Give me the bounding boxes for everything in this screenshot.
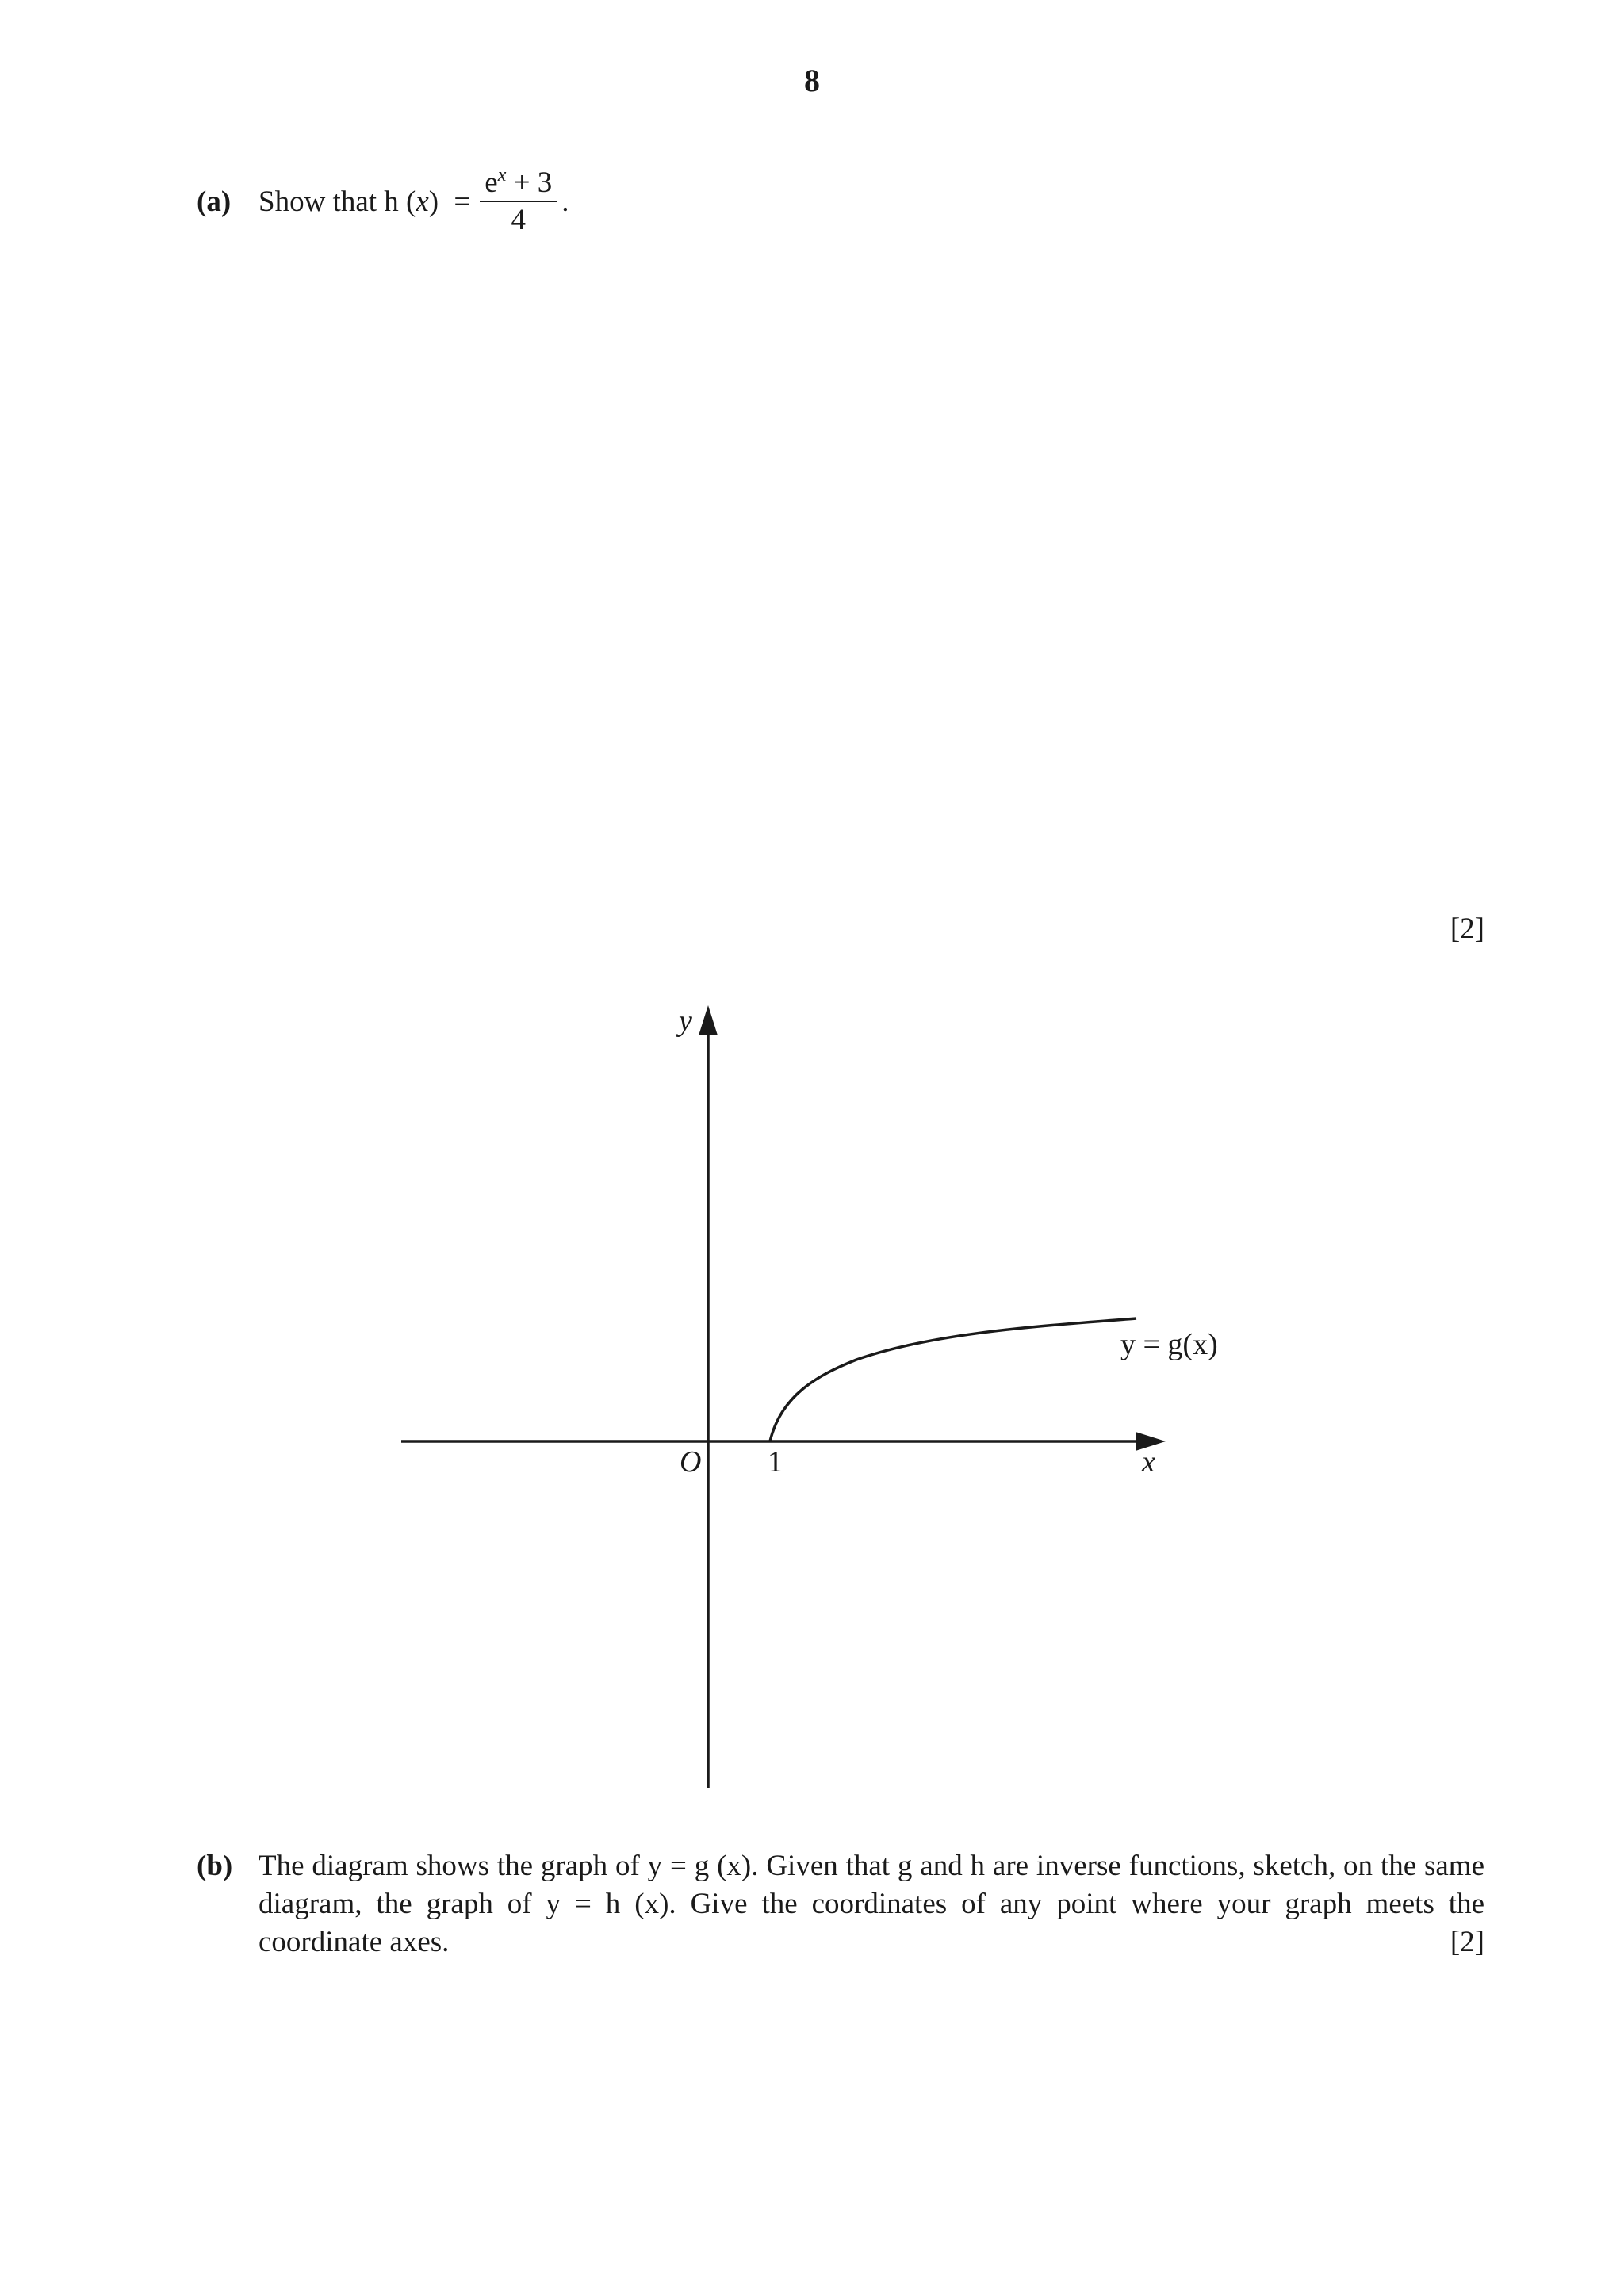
page-number: 8 xyxy=(804,63,820,98)
x-intercept-label: 1 xyxy=(768,1445,783,1479)
part-a-end: . xyxy=(561,185,569,218)
part-b-label: (b) xyxy=(197,1850,233,1882)
origin-label: O xyxy=(680,1445,702,1479)
curve-g xyxy=(770,1318,1136,1441)
fraction-denominator: 4 xyxy=(511,204,526,236)
part-a-label: (a) xyxy=(197,185,232,218)
x-axis-label: x xyxy=(1142,1445,1155,1479)
part-b-text: The diagram shows the graph of y = g (x). Given that g and h are inverse functions, sketch, on the same diagram, the graph of y = h (x). Give the coordinates of any point where your graph meets the coordinate axes. [2] xyxy=(259,1847,1484,1961)
fraction-numerator: $e^x + 3$ xyxy=(480,168,557,202)
part-b-marks: [2] xyxy=(1450,1926,1484,1958)
y-axis-label: y xyxy=(679,1004,692,1038)
part-a-marks: [2] xyxy=(1450,913,1484,945)
curve-label: y = g(x) xyxy=(1120,1328,1218,1361)
part-b-question xyxy=(197,1847,1484,1961)
y-axis-arrowhead xyxy=(699,1005,718,1035)
part-a-text: Show that h (x) = xyxy=(259,185,471,218)
